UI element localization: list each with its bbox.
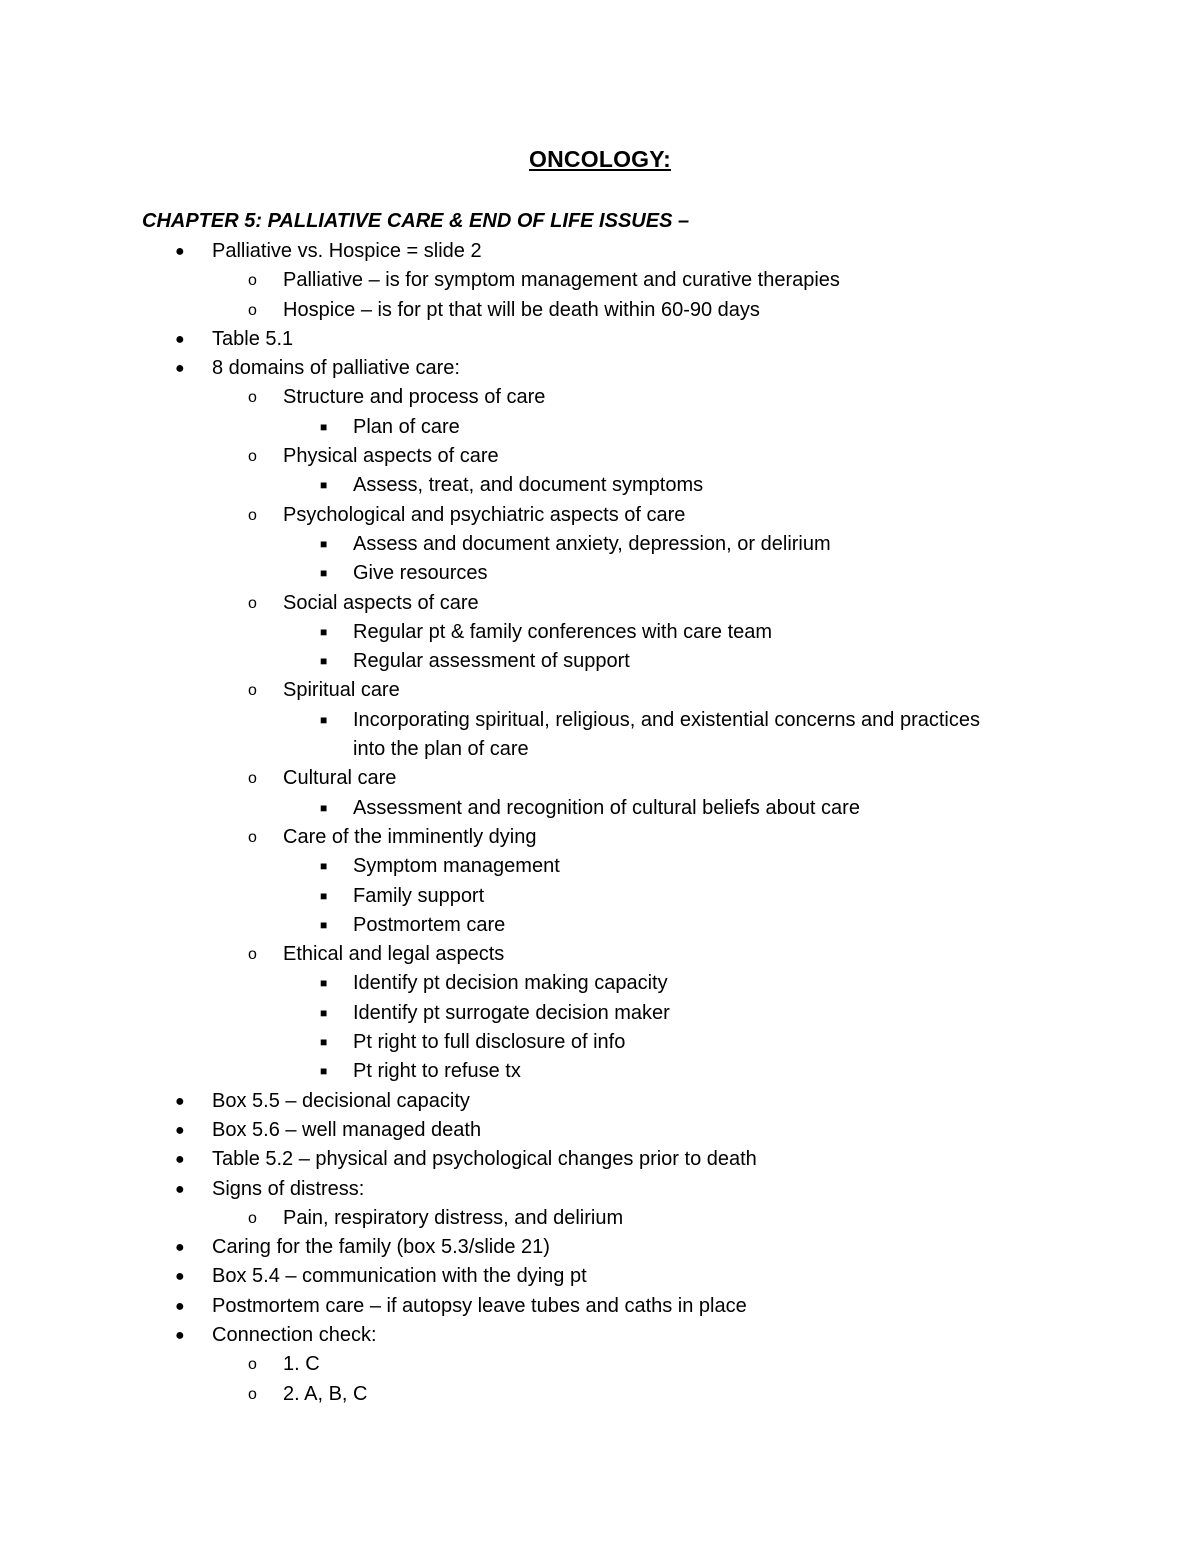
square-bullet-icon: ■ (320, 976, 328, 991)
bullet-item (0, 1321, 1200, 1350)
item-text: Box 5.5 – decisional capacity (212, 1089, 470, 1112)
bullet-item (0, 1175, 1200, 1204)
item-text: Psychological and psychiatric aspects of care (283, 503, 686, 526)
circle-bullet-icon: o (248, 272, 257, 290)
bullet-item (0, 1087, 1200, 1116)
item-text: Assess, treat, and document symptoms (353, 474, 704, 497)
sub-sub-bullet-item (0, 618, 1200, 647)
sub-bullet-item (0, 1350, 1200, 1379)
sub-sub-bullet-item (0, 794, 1200, 823)
bullet-item (0, 237, 1200, 266)
item-text: Give resources (353, 562, 488, 585)
item-text: Box 5.6 – well managed death (212, 1118, 482, 1141)
sub-sub-bullet-item (0, 413, 1200, 442)
item-text: Table 5.1 (212, 327, 294, 350)
sub-bullet-item (0, 266, 1200, 295)
sub-sub-bullet-item (0, 852, 1200, 881)
item-text: Regular pt & family conferences with care team (353, 620, 773, 643)
item-text: 2. A, B, C (283, 1382, 368, 1405)
square-bullet-icon: ■ (320, 888, 328, 903)
item-text: 1. C (283, 1353, 320, 1376)
circle-bullet-icon: o (248, 1385, 257, 1403)
item-text: Palliative vs. Hospice = slide 2 (212, 240, 482, 262)
item-text: Structure and process of care (283, 386, 546, 409)
square-bullet-icon: ■ (320, 624, 328, 639)
square-bullet-icon: ■ (320, 478, 328, 493)
item-text: Care of the imminently dying (283, 825, 537, 848)
square-bullet-icon: ■ (320, 917, 328, 932)
bullet-item (0, 325, 1200, 354)
circle-bullet-icon: o (248, 1356, 257, 1374)
item-text: Pt right to refuse tx (353, 1060, 521, 1083)
item-text: Pain, respiratory distress, and delirium (283, 1206, 624, 1229)
circle-bullet-icon: o (248, 301, 257, 319)
circle-bullet-icon: o (248, 594, 257, 612)
bullet-item (0, 1262, 1200, 1291)
sub-bullet-item (0, 764, 1200, 793)
square-bullet-icon: ■ (320, 1064, 328, 1079)
bullet-item (0, 354, 1200, 383)
sub-bullet-item (0, 940, 1200, 969)
continuation-line (0, 735, 1200, 764)
item-text: Signs of distress: (212, 1177, 365, 1200)
item-text: Physical aspects of care (283, 445, 499, 468)
disc-bullet-icon: ● (175, 1121, 185, 1139)
square-bullet-icon: ■ (320, 800, 328, 815)
disc-bullet-icon: ● (175, 1297, 185, 1315)
item-text: Hospice – is for pt that will be death within 60-90 days (283, 298, 760, 321)
circle-bullet-icon: o (248, 682, 257, 700)
item-text: Caring for the family (box 5.3/slide 21) (212, 1236, 550, 1259)
sub-sub-bullet-item (0, 1057, 1200, 1086)
item-text: Spiritual care (283, 679, 400, 702)
square-bullet-icon: ■ (320, 566, 328, 581)
sub-bullet-item (0, 296, 1200, 325)
item-text: Connection check: (212, 1323, 377, 1346)
sub-bullet-item (0, 501, 1200, 530)
item-text: Table 5.2 – physical and psychological changes prior to death (212, 1148, 757, 1171)
disc-bullet-icon: ● (175, 243, 185, 260)
item-text: Social aspects of care (283, 591, 479, 614)
sub-bullet-item (0, 383, 1200, 412)
sub-sub-bullet-item (0, 706, 1200, 735)
bullet-item (0, 1292, 1200, 1321)
item-text: Palliative – is for symptom management and curative therapies (283, 269, 840, 292)
bullet-item (0, 1145, 1200, 1174)
item-text: Assess and document anxiety, depression, or delirium (353, 532, 831, 555)
sub-bullet-item (0, 589, 1200, 618)
item-text: Ethical and legal aspects (283, 943, 505, 966)
outline-list (0, 237, 1200, 1409)
item-text: Family support (353, 884, 485, 907)
sub-sub-bullet-item (0, 647, 1200, 676)
chapter-heading: CHAPTER 5: PALLIATIVE CARE & END OF LIFE ISSUES – (142, 210, 690, 232)
item-text: Incorporating spiritual, religious, and existential concerns and practices (353, 708, 981, 731)
item-text: Identify pt decision making capacity (353, 972, 668, 995)
square-bullet-icon: ■ (320, 712, 328, 727)
disc-bullet-icon: ● (175, 1268, 185, 1286)
item-text: into the plan of care (353, 738, 529, 761)
disc-bullet-icon: ● (175, 360, 185, 378)
item-text: Regular assessment of support (353, 650, 630, 673)
square-bullet-icon: ■ (320, 859, 328, 874)
document-title: ONCOLOGY: (529, 146, 671, 172)
item-text: Plan of care (353, 415, 460, 438)
sub-sub-bullet-item (0, 882, 1200, 911)
circle-bullet-icon: o (248, 389, 257, 407)
sub-bullet-item (0, 442, 1200, 471)
sub-bullet-item (0, 823, 1200, 852)
disc-bullet-icon: ● (175, 330, 185, 348)
item-text: Pt right to full disclosure of info (353, 1031, 626, 1054)
item-text: Cultural care (283, 767, 397, 790)
sub-sub-bullet-item (0, 1028, 1200, 1057)
sub-sub-bullet-item (0, 559, 1200, 588)
circle-bullet-icon: o (248, 1209, 257, 1227)
item-text: Postmortem care – if autopsy leave tubes and caths in place (212, 1294, 747, 1317)
sub-sub-bullet-item (0, 530, 1200, 559)
square-bullet-icon: ■ (320, 536, 328, 551)
sub-sub-bullet-item (0, 969, 1200, 998)
disc-bullet-icon: ● (175, 1151, 185, 1169)
square-bullet-icon: ■ (320, 419, 328, 434)
circle-bullet-icon: o (248, 448, 257, 466)
sub-sub-bullet-item (0, 471, 1200, 500)
bullet-item (0, 1233, 1200, 1262)
sub-sub-bullet-item (0, 999, 1200, 1028)
disc-bullet-icon: ● (175, 1092, 185, 1110)
square-bullet-icon: ■ (320, 654, 328, 669)
disc-bullet-icon: ● (175, 1239, 185, 1257)
item-text: Box 5.4 – communication with the dying pt (212, 1265, 587, 1288)
circle-bullet-icon: o (248, 946, 257, 964)
disc-bullet-icon: ● (175, 1180, 185, 1198)
item-text: 8 domains of palliative care: (212, 357, 460, 380)
square-bullet-icon: ■ (320, 1005, 328, 1020)
square-bullet-icon: ■ (320, 1035, 328, 1050)
item-text: Symptom management (353, 855, 560, 878)
item-text: Identify pt surrogate decision maker (353, 1001, 670, 1024)
sub-bullet-item (0, 1380, 1200, 1409)
sub-bullet-item (0, 676, 1200, 705)
bullet-item (0, 1116, 1200, 1145)
sub-bullet-item (0, 1204, 1200, 1233)
sub-sub-bullet-item (0, 911, 1200, 940)
item-text: Assessment and recognition of cultural beliefs about care (353, 796, 860, 819)
circle-bullet-icon: o (248, 506, 257, 524)
disc-bullet-icon: ● (175, 1326, 185, 1344)
circle-bullet-icon: o (248, 770, 257, 788)
item-text: Postmortem care (353, 913, 506, 936)
circle-bullet-icon: o (248, 828, 257, 846)
